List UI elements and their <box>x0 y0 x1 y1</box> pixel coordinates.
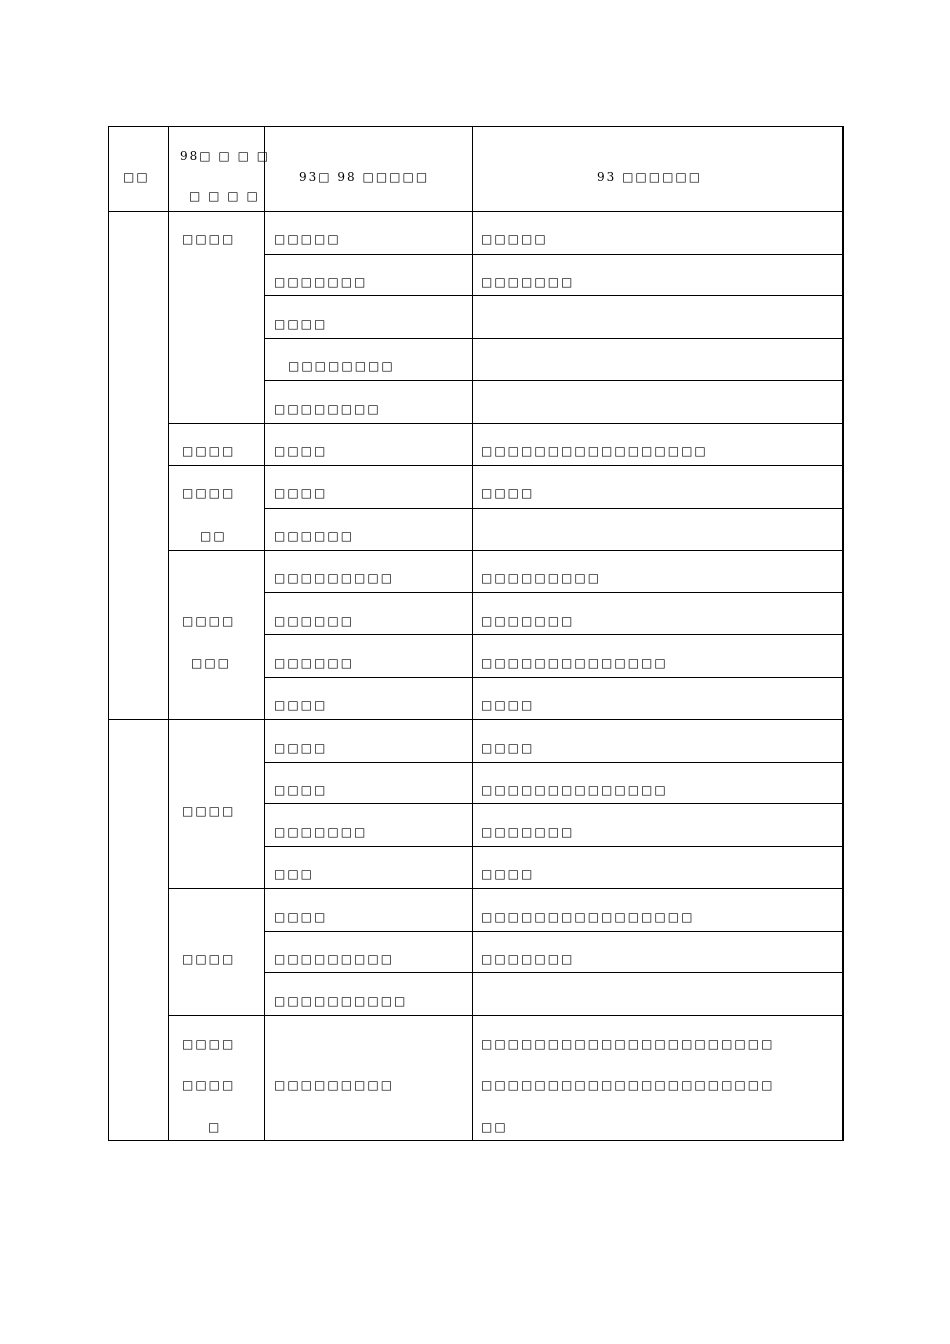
row-divider <box>264 677 843 678</box>
row-divider <box>264 846 843 847</box>
cell-c4: □□□□□□□□□ <box>481 571 602 585</box>
row-divider <box>264 803 843 804</box>
cell-c3: □□□□□□□□□ <box>274 1078 395 1092</box>
cell-c4: □□□□□□□□□□□□□□□□ <box>481 910 695 924</box>
cell-c3: □□□□□□□□□□ <box>274 994 408 1008</box>
header-divider <box>109 211 843 212</box>
cell-c3: □□□□ <box>274 910 328 924</box>
section-label-line2: □□ <box>200 529 227 543</box>
section-label-line3: □ <box>208 1120 222 1134</box>
row-divider <box>264 634 843 635</box>
cell-c3: □□□□ <box>274 698 328 712</box>
cell-c4-line3: □□ <box>481 1120 508 1134</box>
section-divider <box>168 888 843 889</box>
cell-c4: □□□□ <box>481 741 535 755</box>
cell-c3: □□□□□□ <box>274 614 355 628</box>
cell-c3: □□□□□□□□□ <box>274 571 395 585</box>
col-divider <box>472 127 473 1140</box>
cell-c4: □□□□□□□ <box>481 275 575 289</box>
row-divider <box>264 762 843 763</box>
row-divider <box>264 380 843 381</box>
cell-c3: □□□□□□□□□ <box>274 952 395 966</box>
row-divider <box>264 592 843 593</box>
cell-c4-line2: □□□□□□□□□□□□□□□□□□□□□□ <box>481 1078 775 1092</box>
cell-c4: □□□□□□□ <box>481 952 575 966</box>
section-label-line1: □□□□ <box>182 614 236 628</box>
cell-c4-line1: □□□□□□□□□□□□□□□□□□□□□□ <box>481 1037 775 1051</box>
header-col2-line1: 98□ □ □ □ <box>180 149 271 163</box>
header-col4: 93 □□□□□□ <box>597 170 703 184</box>
section-label: □□□□ <box>182 952 236 966</box>
section-label-line1: □□□□ <box>182 1037 236 1051</box>
cell-c3: □□□□□□ <box>274 656 355 670</box>
row-divider <box>264 254 843 255</box>
cell-c3: □□□□ <box>274 783 328 797</box>
cell-c3: □□□ <box>274 867 315 881</box>
row-divider <box>264 972 843 973</box>
section-label: □□□□ <box>182 232 236 246</box>
row-divider <box>264 295 843 296</box>
section-label: □□□□ <box>182 444 236 458</box>
cell-c4: □□□□□□□ <box>481 825 575 839</box>
section-divider <box>168 1015 843 1016</box>
col-divider <box>264 127 265 1140</box>
cell-c3: □□□□ <box>274 741 328 755</box>
cell-c4: □□□□ <box>481 867 535 881</box>
cell-c3: □□□□□□□ <box>274 275 368 289</box>
cell-c3: □□□□□□□□ <box>288 359 395 373</box>
section-label-line1: □□□□ <box>182 486 236 500</box>
cell-c3: □□□□□□□□ <box>274 402 381 416</box>
header-col2-line2: □ □ □ □ <box>189 189 260 203</box>
cell-c4: □□□□ <box>481 698 535 712</box>
cell-c3: □□□□ <box>274 486 328 500</box>
cell-c3: □□□□□□ <box>274 529 355 543</box>
comparison-table <box>108 126 844 1141</box>
col-divider <box>168 127 169 1140</box>
row-divider <box>264 508 843 509</box>
section-label: □□□□ <box>182 804 236 818</box>
header-col1: □□ <box>123 170 150 184</box>
cell-c4: □□□□□□□□□□□□□□□□□ <box>481 444 708 458</box>
cell-c3: □□□□□□□ <box>274 825 368 839</box>
cell-c4: □□□□□ <box>481 232 548 246</box>
cell-c4: □□□□□□□□□□□□□□ <box>481 783 668 797</box>
cell-c3: □□□□ <box>274 317 328 331</box>
section-divider <box>168 465 843 466</box>
cell-c3: □□□□□ <box>274 232 341 246</box>
group-divider <box>109 719 843 720</box>
section-divider <box>168 423 843 424</box>
row-divider <box>264 338 843 339</box>
cell-c4: □□□□□□□□□□□□□□ <box>481 656 668 670</box>
section-label-line2: □□□□ <box>182 1078 236 1092</box>
cell-c3: □□□□ <box>274 444 328 458</box>
section-label-line2: □□□ <box>191 656 232 670</box>
cell-c4: □□□□□□□ <box>481 614 575 628</box>
section-divider <box>168 550 843 551</box>
cell-c4: □□□□ <box>481 486 535 500</box>
header-col3: 93□ 98 □□□□□ <box>299 170 430 184</box>
row-divider <box>264 931 843 932</box>
